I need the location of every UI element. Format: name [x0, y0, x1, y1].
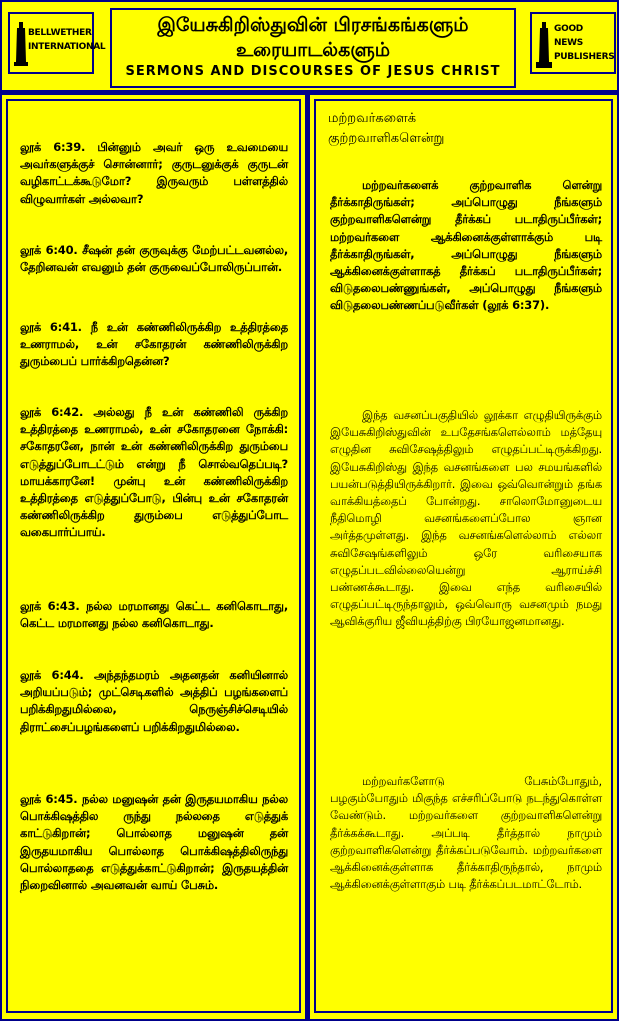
verse-6-39: லூக் 6:39. பின்னும் அவர் ஒரு உவமையை அவர்களுக்குச் சொன்னார்; குருடனுக்குக் குருடன் வழிகாட்டக்கூடுமோ? இருவரும் பள்ளத்தில் விழுவார்கள் அல்லவா?	[20, 140, 288, 206]
commentary-paragraph-2: மற்றவர்களோடு பேசும்போதும், பழகும்போதும் மிகுந்த எச்சரிப்போடு நடந்துகொள்ள வேண்டும். மற்றவர்களை குற்றவாளிகளென்று தீர்க்கக்கூடாது. அப்படி தீர்த்தால் நாமும் குற்றவாளிகளென்று தீர்க்கப்படுவோம். மற்றவர்களை ஆக்கினைக்குள்ளாக தீர்க்காதிருந்தால், நாமும் ஆக்கினைக்குள்ளாகும் படி தீர்க்கப்படமாட்டோம்.	[330, 774, 602, 892]
verse-6-41: லூக் 6:41. நீ உன் கண்ணிலிருக்கிற உத்திரத்தை உணராமல், உன் சகோதரன் கண்ணிலிருக்கிற துரும்பைப் பார்க்கிறதென்ன?	[20, 320, 288, 369]
verse-6-40: லூக் 6:40. சீஷன் தன் குருவுக்கு மேற்பட்டவனல்ல, தேறினவன் எவனும் தன் குருவைப்போலிருப்பான்.	[20, 243, 288, 275]
page-subtitle-tamil: உரையாடல்களும்	[235, 39, 391, 61]
tower-icon	[14, 22, 28, 66]
bellwether-logo	[8, 12, 106, 74]
verse-6-45: லூக் 6:45. நல்ல மனுஷன் தன் இருதயமாகிய நல்ல பொக்கிஷத்தில ருந்து நல்லதை எடுத்துக் காட்டுகிறான்; பொல்லாத மனுஷன் தன் இருதயமாகிய பொல்லாத பொக்கிஷத்திலிருந்து பொல்லாததை எடுத்துக்காட்டுகிறான்; இருதயத்தின் நிறைவினால் அவனவன் வாய் பேசும்.	[20, 792, 288, 893]
page-title-english: SERMONS AND DISCOURSES OF JESUS CHRIST	[125, 64, 501, 79]
verse-6-42: லூக் 6:42. அல்லது நீ உன் கண்ணிலி ருக்கிற உத்திரத்தை உணராமல், உன் சகோதரனை நோக்கி: சகோதரனே, நான் உன் கண்ணிலிருக்கிற துரும்பை எடுத்துப்போடட்டும் என்று நீ சொல்வதெப்படி? மாயக்காரனே! முன்பு உன் கண்ணிலிருக்கிற உத்திரத்தை எடுத்துப்போடு, பின்பு உன் சகோதரன் கண்ணிலிருக்கிற துரும்பை எடுத்துப்போட வகைபார்ப்பாய்.	[20, 405, 288, 540]
page-title-tamil: இயேசுகிறிஸ்துவின் பிரசங்கங்களும்	[157, 14, 469, 36]
title-box	[110, 8, 516, 88]
good-news-logo-text: GOOD NEWS PUBLISHERS	[554, 24, 615, 62]
section-title: மற்றவர்களைக் குற்றவாளிகளென்று	[328, 111, 445, 146]
verse-6-43: லூக் 6:43. நல்ல மரமானது கெட்ட கனிகொடாது, கெட்ட மரமானது நல்ல கனிகொடாது.	[20, 599, 288, 631]
right-column	[310, 95, 617, 1019]
left-column-frame	[6, 99, 301, 1013]
right-column-frame	[314, 99, 613, 1013]
page-header	[0, 0, 619, 92]
tower-icon	[536, 22, 552, 68]
commentary-paragraph-1: இந்த வசனப்பகுதியில் லூக்கா எழுதியிருக்கும் இயேசுகிறிஸ்துவின் உபதேசங்களெல்லாம் மத்தேயு எழுதின சுவிசேஷத்திலும் எழுதப்பட்டிருக்கிறது. இயேசுகிறிஸ்து இந்த வசனங்களை பல சமயங்களில் பயன்படுத்தியிருக்கிறார். இவை ஒவ்வொன்றும் தங்க வாக்கியத்தைப் போன்றது. சாலொமோனுடைய நீதிமொழி வசனங்களைப்போல ஞான அர்த்தமுள்ளது. இந்த வசனங்களெல்லாம் எல்லா சுவிசேஷங்களிலும் ஒரே வரிசையாக எழுதப்படவில்லையென்று ஆராய்ச்சி பண்ணக்கூடாது. இவை எந்த வரிசையில் எழுதப்பட்டிருந்தாலும், ஒவ்வொரு வசனமும் நமது ஆவிக்குரிய ஜீவியத்திற்கு பிரயோஜனமானது.	[330, 408, 602, 629]
key-verse-paragraph: மற்றவர்களைக் குற்றவாளிக ளென்று தீர்க்காதிருங்கள்; அப்பொழுது நீங்களும் குற்றவாளிகளென்று தீர்க்கப் படாதிருப்பீர்கள்; மற்றவர்களை ஆக்கினைக்குள்ளாக்கும் படி தீர்க்காதிருங்கள், அப்பொழுது நீங்களும் ஆக்கினைக்குள்ளாகத் தீர்க்கப் படாதிருப்பீர்கள்; விடுதலைபண்ணுங்கள், அப்பொழுது நீங்களும் விடுதலைபண்ணப்படுவீர்கள் (லூக் 6:37).	[330, 178, 602, 313]
good-news-logo	[530, 12, 616, 74]
left-column	[2, 95, 305, 1019]
verse-6-44: லூக் 6:44. அந்தந்தமரம் அதனதன் கனியினால் அறியப்படும்; முட்செடிகளில் அத்திப் பழங்களைப் பறிக்கிறதுமில்லை, நெருஞ்சிச்செடியில் திராட்சைப்பழங்களைப் பறிக்கிறதுமில்லை.	[20, 668, 288, 734]
bellwether-logo-text: BELLWETHER INTERNATIONAL	[28, 28, 106, 52]
